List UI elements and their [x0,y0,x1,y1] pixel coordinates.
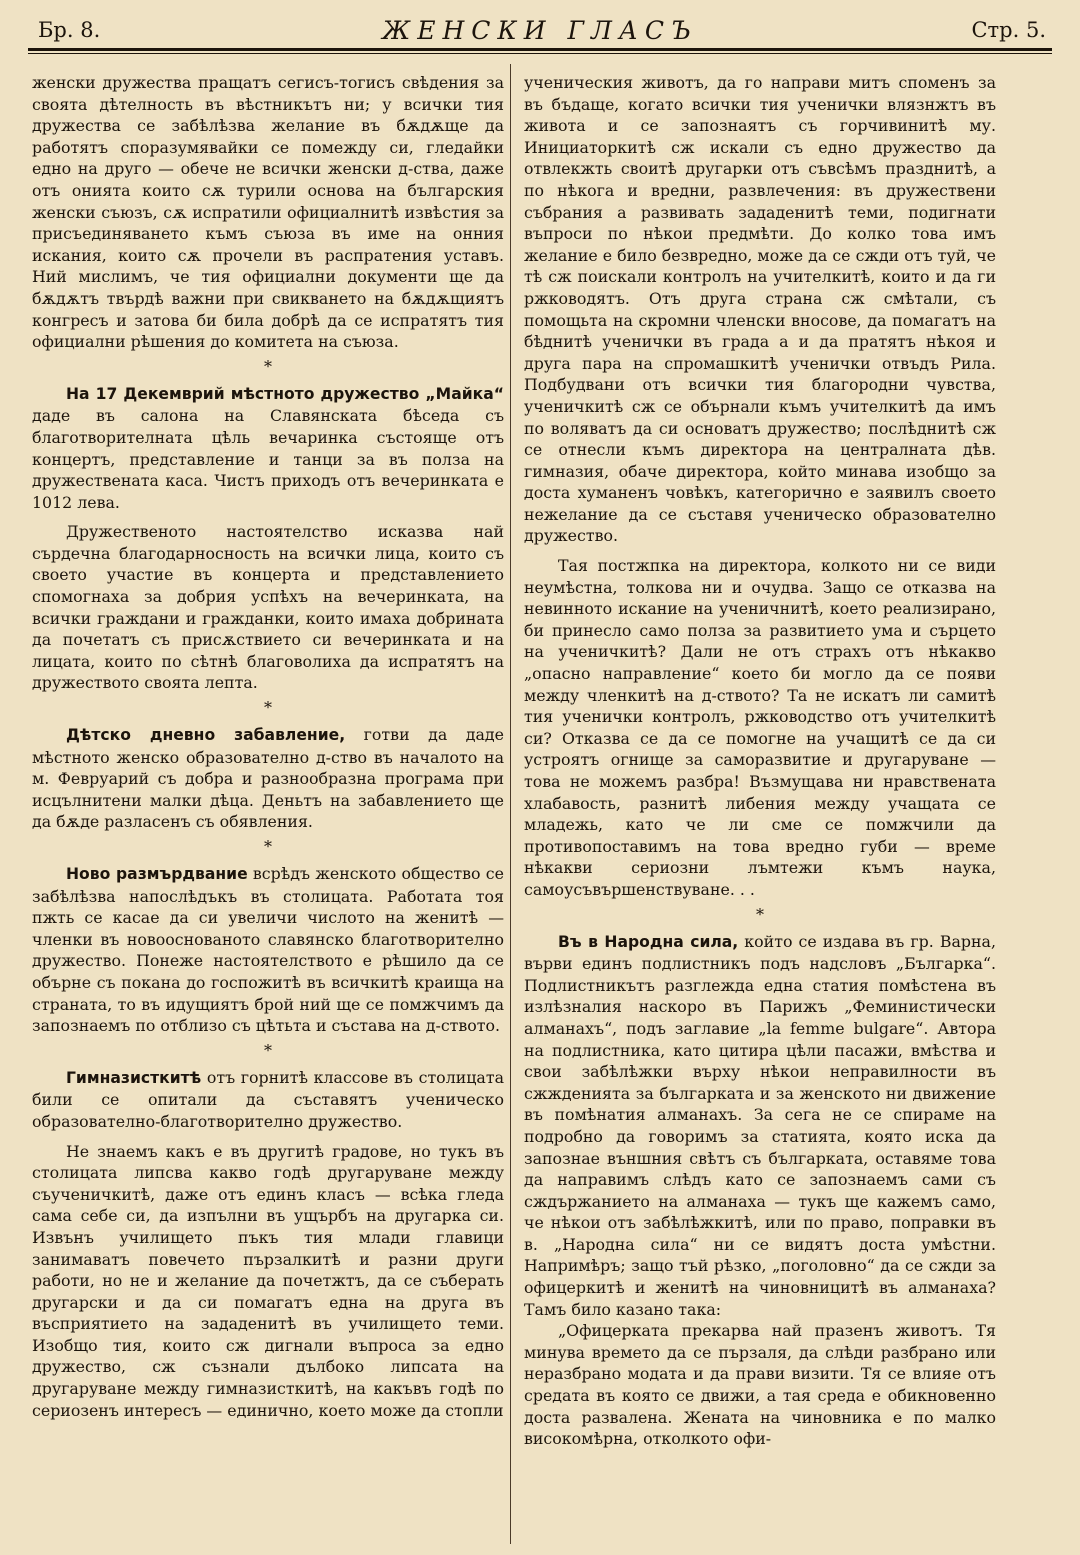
section-divider-star: * [264,698,272,718]
newspaper-title: ЖЕНСКИ ГЛАСЪ [382,16,698,45]
article-lead: Гимназисткитѣ [66,1068,202,1087]
article-text: готви да даде мѣстното женско образователно д-ство въ началото на м. Февруарий съ добра и разнообразна програма при исцълнитени малки дѣца. Деньтъ на забавлението ще да бѫде разласенъ съ обявления. [32,725,504,832]
section-divider-star: * [264,1040,272,1060]
article-paragraph [32,724,504,833]
article-paragraph: женски дружества пращатъ сегисъ-тогисъ свѣдения за своята дѣтелность въ вѣстникътъ ни; у всички тия дружества се забѣлѣзва желание въ бѫдѫще да работятъ споразумявайки се помежду си, гледайки едно на друго — обече не всички женски д-ства, даже отъ онията които сѫ турили основа на българския женски съюзъ, сѫ испратили официалнитѣ извѣстия за присъединяването къмъ съюза въ име на онния искания, които сѫ прочели въ распратения уставъ. Ний мислимъ, че тия официални документи ще да бѫдѫтъ твърдѣ важни при свикването на бѫдѫщиятъ конгресъ и затова би била добрѣ да се испратятъ тия официални рѣшения до комитета на съюза. [32,73,504,352]
article-text: който се издава въ гр. Варна, върви единъ подлистникъ подъ надсловъ „Българка“. Подлистникътъ разглежда една статия помѣстена въ излѣзналия наскоро въ Парижъ „Феминистически алманахъ“, подъ заглавие „la femme bulgare“. Автора на подлистника, като цитира цѣли пасажи, вмѣства и свои забѣлѣжки върху нѣкои неправилности въ сжжденията за българката и за женското ни движение въ помѣнатия алманахъ. За сега не се спираме на подробно да говоримъ за статията, която иска да запознае външния свѣтъ съ българката, оставяме това да направимъ слѣдъ като се запознаемъ сами съ сждържанието на алманаха — тукъ ще кажемъ само, че нѣкои отъ забѣлѣжкитѣ, или по право, поправки въ в. „Народна сила“ ни се видятъ доста умѣстни. Напримѣръ; защо тъй рѣзко, „поголовно“ да се сжди за офицеркитѣ и женитѣ на чиновницитѣ въ алманаха? Тамъ било казано така: [524,931,996,1319]
header-rule [28,48,1052,51]
article-lead: Дѣтско дневно забавление, [66,726,346,745]
page-header [30,14,1050,50]
article-lead: Въ в Народна сила, [558,932,739,951]
column-divider [510,64,511,1544]
header-rule-thin [28,53,1052,54]
article-paragraph: Не знаемъ какъ е въ другитѣ градове, но тукъ въ столицата липсва какво годѣ другаруване между съученичкитѣ, даже отъ единъ класъ — всѣка гледа сама себе си, да изпълни въ ущърбъ на другарка си. Извънъ училището пъкъ тия млади главици занимаватъ повечето пързалкитѣ и разни други работи, но не и желание да почетжтъ, да се съберать другарски и да си помагатъ една на друга въ въсприятието на зададенитѣ въ училището теми. Изобщо тия, които сж дигнали въпроса за едно дружество, сж съзнали дълбоко липсата на другаруване между гимназисткитѣ, на какъвъ годѣ по сериозенъ интересъ — единично, което може да стопли [32,1141,504,1420]
section-divider-star: * [264,356,272,376]
article-lead: На 17 Декемврий мѣстното дружество „Майка“ [66,384,504,403]
article-paragraph: Дружественото настоятелство исказва най сърдечна благодарносность на всички лица, които съ своето участие въ концерта и представлението спомогнаха за добрия успѣхъ на вечеринката, на всички граждани и гражданки, които имаха добрината да почетатъ съ присѫствието си вечеринката и на лицата, които по сѣтнѣ благоволиха да испратятъ на дружеството своята лепта. [32,522,504,693]
article-text: даде въ салона на Славянската бѣседа съ благотворителната цѣль вечаринка състояще отъ концертъ, представление и танци за въ полза на дружествената каса. Чистъ приходъ отъ вечеринката е 1012 лева. [32,406,504,512]
article-quote: „Офицерката прекарва най празенъ животъ. Тя минува времето да се пързаля, да слѣди разбрано или неразбрано модата и да прави визити. Тя се влияе отъ средата въ която се движи, а тая среда е обикновенно доста развалена. Жената на чиновника е по малко високомѣрна, отколкото офи- [524,1321,996,1449]
page-number: Стр. 5. [971,18,1046,42]
article-paragraph: Тая постжпка на директора, колкото ни се види неумѣстна, толкова ни и очудва. Защо се отказва на невинното искание на ученичнитѣ, което реализирано, би принесло само полза за развитието ума и сърцето на ученичкитѣ? Дали не отъ страхъ отъ нѣкакво „опасно направление“ което би могло да се появи между членкитѣ на д-ството? Та не искатъ ли самитѣ тия ученички контролъ, ржководство отъ учителкитѣ си? Отказва се да се помогне на учащитѣ се да си устроятъ огнище за саморазвитие и другаруване — това не можемъ разбра! Възмущава ни нравствената хлабавость, разнитѣ либения между учащата се младежь, като че ли сме се помжчили да противопоставимъ на това вредно губи — време нѣкакви сериозни лъмтежи къмъ наука, самоусъвършенствуване. . . [524,556,996,899]
left-column [32,72,504,1421]
article-paragraph [32,383,504,514]
section-divider-star: * [756,904,764,924]
article-lead: Ново размърдвание [66,865,248,883]
article-paragraph [524,931,996,1321]
article-paragraph: ученическия животъ, да го направи митъ споменъ за въ бъдаще, когато всички тия ученички влязнжтъ въ живота и се запознаятъ съ горчивинитѣ му. Инициаторкитѣ сж искали съ едно дружество да отвлекжть своитѣ другарки отъ съвсѣмъ празднитѣ, а по нѣкога и вредни, развлечения: въ дружествени събрания а развивать зададенитѣ теми, подигнати въпроси по нѣкои предмѣти. До колко това имъ желание е било безвредно, може да се сжди отъ туй, че тѣ сж поискали контролъ на учителкитѣ, които и да ги ржководятъ. Отъ друга страна сж смѣтали, съ помощьта на скромни членски вносове, да помагатъ на бѣднитѣ ученички въ града а и да пратятъ нѣкоя и друга пара на спромашкитѣ ученички отвъдъ Рила. Подбудвани отъ всички тия благородни чувства, ученичкитѣ сж се обърнали къмъ учителкитѣ да имъ по воляватъ да си основатъ дружество; послѣднитѣ сж се отнесли къмъ директора на централната дѣв. гимназия, обаче директора, който минава изобщо за доста хуманенъ човѣкъ, категорично е заявилъ своето нежелание да се съставя ученическо образователно дружество. [524,73,996,546]
article-paragraph [32,863,504,1037]
issue-number: Бр. 8. [38,18,101,42]
article-text: отъ горнитѣ классове въ столицата били се опитали да съставятъ ученическо образователно-благотворително дружество. [32,1067,504,1131]
article-paragraph [32,1067,504,1133]
article-text: всрѣдъ женското общество се забѣлѣзва напослѣдъкъ въ столицата. Работата тоя пжть се касае да си увеличи числото на женитѣ — членки въ новооснованото славянско благотворително дружество. Понеже настоятелството е рѣшило да се обърне съ покана до госпожитѣ въ всичкитѣ краища на страната, то въ идущиятъ брой ний ще се помжчимъ да запознаемъ по отблизо съ цѣтьта и състава на д-ството. [32,864,504,1036]
right-column [524,72,996,1450]
section-divider-star: * [264,837,272,856]
